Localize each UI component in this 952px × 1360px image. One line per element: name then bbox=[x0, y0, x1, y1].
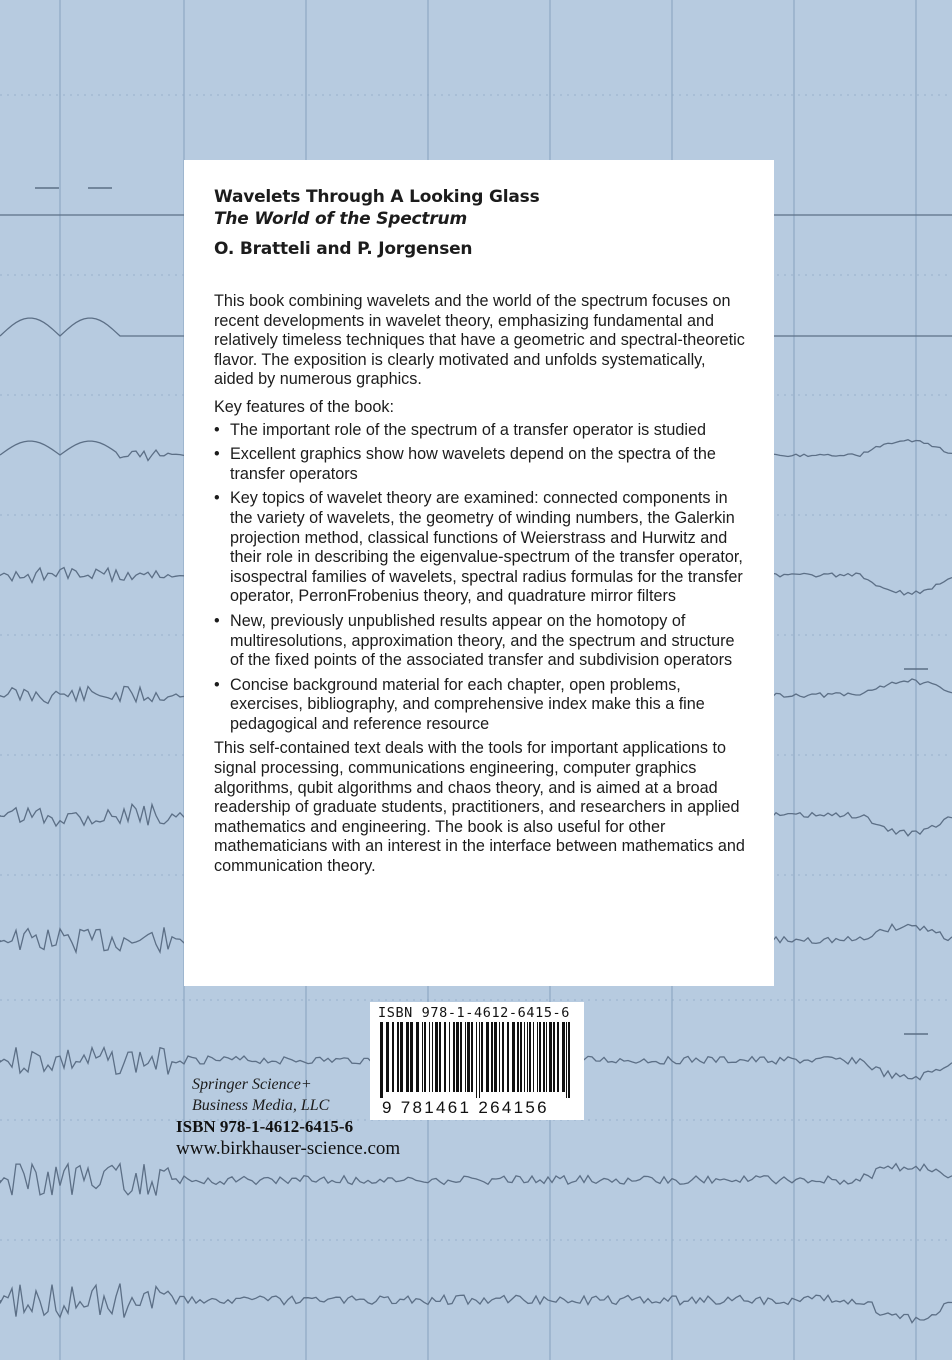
feature-item bbox=[214, 421, 746, 441]
barcode-bar bbox=[432, 1022, 433, 1092]
barcode-digits: 9 781461 264156 bbox=[382, 1098, 549, 1117]
barcode-bar bbox=[400, 1022, 403, 1092]
publisher-line-1: Springer Science+ bbox=[192, 1076, 312, 1093]
barcode-bar bbox=[460, 1022, 462, 1092]
barcode-bar bbox=[416, 1022, 419, 1092]
barcode-image bbox=[376, 1022, 578, 1098]
description-paragraph: This book combining wavelets and the world of the spectrum focuses on recent developments in wavelet theory, emphasizing fundamental and relatively timeless techniques that have a geometric and spectral-theoretic flavor. The exposition is clearly motivated and unfolds systematically, aided by numerous graphics. bbox=[214, 292, 745, 389]
barcode-bar bbox=[479, 1022, 480, 1098]
barcode-bar bbox=[429, 1022, 430, 1092]
barcode-bar bbox=[453, 1022, 455, 1092]
barcode-bar bbox=[476, 1022, 477, 1098]
barcode-bar bbox=[502, 1022, 504, 1092]
feature-text: Key topics of wavelet theory are examined: connected components in the variety of wavelets, the geometry of winding numbers, the Galerkin projection method, classical functions of Weierstrass and Hurwitz and their role in describing the eigenvalue-spectrum of the transfer operator, isospectral families of wavelets, spectral radius formulas for the transfer operator, PerronFrobenius theory, and quadrature mirror filters bbox=[230, 489, 743, 606]
barcode-bar bbox=[562, 1022, 565, 1092]
barcode-bar bbox=[481, 1022, 483, 1092]
barcode-bar bbox=[537, 1022, 538, 1092]
barcode-bar bbox=[435, 1022, 438, 1092]
bullet-glyph: • bbox=[214, 445, 220, 464]
feature-text: Concise background material for each chapter, open problems, exercises, bibliography, and comprehensive index make this a fine pedagogical and reference resource bbox=[230, 675, 705, 733]
barcode-bar bbox=[456, 1022, 459, 1092]
book-subtitle: The World of the Spectrum bbox=[214, 209, 467, 229]
barcode-isbn-label: ISBN 978-1-4612-6415-6 bbox=[378, 1005, 571, 1021]
barcode-bar bbox=[491, 1022, 493, 1092]
barcode-bar bbox=[520, 1022, 522, 1092]
publisher-name bbox=[192, 1074, 329, 1116]
publisher-line-2: Business Media, LLC bbox=[192, 1097, 330, 1114]
barcode-bar bbox=[397, 1022, 399, 1092]
publisher-url: www.birkhauser-science.com bbox=[176, 1138, 401, 1159]
wavelet-trace bbox=[0, 1164, 952, 1196]
barcode-bar bbox=[406, 1022, 409, 1092]
barcode-bar bbox=[471, 1022, 473, 1092]
feature-item bbox=[214, 489, 746, 607]
barcode-bar bbox=[449, 1022, 450, 1092]
bullet-glyph: • bbox=[214, 611, 220, 630]
barcode-bar bbox=[499, 1022, 500, 1092]
barcode-bar bbox=[546, 1022, 547, 1092]
key-features-list bbox=[214, 421, 746, 735]
barcode-bar bbox=[380, 1022, 383, 1098]
feature-text: Excellent graphics show how wavelets depend on the spectra of the transfer operators bbox=[230, 445, 716, 483]
barcode-bar bbox=[553, 1022, 555, 1092]
bullet-glyph: • bbox=[214, 489, 220, 508]
feature-item bbox=[214, 445, 746, 484]
footer-isbn: ISBN 978-1-4612-6415-6 bbox=[176, 1117, 354, 1136]
barcode-bar bbox=[494, 1022, 497, 1092]
feature-item bbox=[214, 612, 746, 671]
barcode-bar bbox=[392, 1022, 394, 1092]
barcode-bar bbox=[517, 1022, 519, 1092]
bullet-glyph: • bbox=[214, 420, 220, 439]
barcode-bar bbox=[444, 1022, 446, 1092]
barcode-bar bbox=[557, 1022, 559, 1092]
barcode-bar bbox=[533, 1022, 534, 1092]
barcode-bar bbox=[486, 1022, 489, 1092]
barcode-bar bbox=[527, 1022, 528, 1092]
barcode-bar bbox=[568, 1022, 570, 1098]
barcode-bar bbox=[543, 1022, 545, 1092]
barcode-bar bbox=[439, 1022, 441, 1092]
barcode-bar bbox=[539, 1022, 541, 1092]
key-features-heading: Key features of the book: bbox=[214, 397, 394, 416]
closing-paragraph: This self-contained text deals with the tools for important applications to signal processing, communications engineering, computer graphics algorithms, qubit algorithms and chaos theory, and is aimed at a broad readership of graduate students, practitioners, and researchers in applied mathematics and engineering. The book is also useful for other mathematicians with an interest in the interface between mathematics and communication theory. bbox=[214, 739, 745, 876]
feature-text: New, previously unpublished results appear on the homotopy of multiresolutions, approximation theory, and the spectrum and structure of the fixed points of the associated transfer and subdivision operators bbox=[230, 611, 735, 670]
book-authors: O. Bratteli and P. Jorgensen bbox=[214, 239, 473, 259]
barcode-bar bbox=[410, 1022, 413, 1092]
barcode-bar bbox=[422, 1022, 423, 1092]
barcode-bar bbox=[386, 1022, 389, 1092]
description-panel bbox=[184, 160, 774, 986]
feature-item bbox=[214, 676, 746, 735]
barcode-bar bbox=[524, 1022, 525, 1092]
barcode-bar bbox=[566, 1022, 567, 1098]
barcode-bar bbox=[512, 1022, 515, 1092]
barcode-bar bbox=[424, 1022, 426, 1092]
barcode-bar bbox=[467, 1022, 470, 1092]
feature-text: The important role of the spectrum of a transfer operator is studied bbox=[230, 420, 706, 439]
book-title: Wavelets Through A Looking Glass bbox=[214, 187, 540, 207]
bullet-glyph: • bbox=[214, 675, 220, 694]
wavelet-trace bbox=[0, 1284, 952, 1323]
barcode-bar bbox=[529, 1022, 531, 1092]
barcode-bar bbox=[549, 1022, 552, 1092]
isbn-barcode-box bbox=[370, 1002, 584, 1120]
barcode-bar bbox=[465, 1022, 466, 1092]
barcode-bar bbox=[507, 1022, 509, 1092]
